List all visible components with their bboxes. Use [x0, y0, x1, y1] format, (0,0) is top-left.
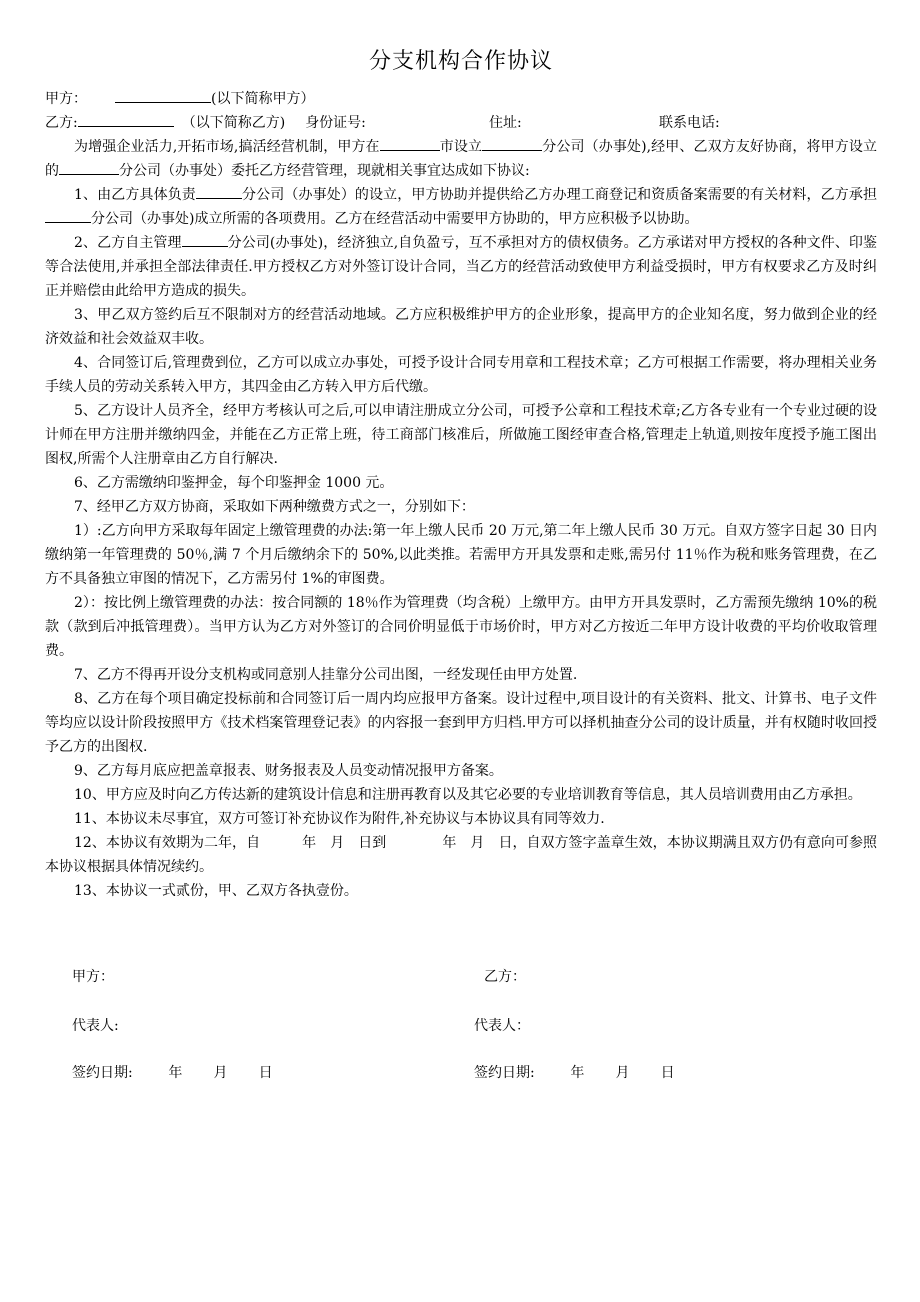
clause-8: 8、乙方在每个项目确定投标前和合同签订后一周内均应报甲方备案。设计过程中,项目设计的有关资料、批文、计算书、电子文件等均应以设计阶段按照甲方《技术档案管理登记表》的内容报一套到甲方归档.甲方可以择机抽查分公司的设计质量，并有权随时收回授予乙方的出图权. — [45, 691, 877, 755]
party-a-suffix: (以下简称甲方） — [211, 91, 315, 107]
clause-2-blank — [182, 231, 228, 247]
representative-a: 代表人: — [72, 1018, 119, 1034]
sign-date-a: 签约日期: 年 月 日 — [72, 1065, 273, 1081]
party-a-name-blank — [115, 87, 211, 103]
clause-2: 2、乙方自主管理 分公司(办事处)，经济独立,自负盈亏，互不承担对方的债权债务。乙方承诺对甲方授权的各种文件、印鉴等合法使用,并承担全部法律责任.甲方授权乙方对外签订设计合同，当乙方的经营活动致使甲方利益受损时，甲方有权要求乙方及时纠正并赔偿由此给甲方造成的损失。 — [45, 231, 877, 303]
clause-1-blank-1 — [196, 183, 242, 199]
party-b-label: 乙方: — [45, 115, 78, 131]
id-number-label: 身份证号: — [305, 115, 366, 131]
clause-12: 12、本协议有效期为二年，自 年 月 日到 年 月 日，自双方签字盖章生效，本协议期满且双方仍有意向可参照本协议根据具体情况续约。 — [45, 835, 877, 875]
party-b-name-blank — [78, 111, 174, 127]
clause-13: 13、本协议一式贰份，甲、乙双方各执壹份。 — [74, 883, 358, 899]
intro-paragraph: 为增强企业活力,开拓市场,搞活经营机制，甲方在 市设立 分公司（办事处),经甲、乙双方友好协商，将甲方设立的 分公司（办事处）委托乙方经营管理，现就相关事宜达成如下协议: — [45, 135, 877, 183]
clause-1-blank-2 — [45, 207, 91, 223]
clause-3: 3、甲乙双方签约后互不限制对方的经营活动地域。乙方应积极维护甲方的企业形象，提高甲方的企业知名度，努力做到企业的经济效益和社会效益双丰收。 — [45, 307, 877, 347]
clause-1: 1、由乙方具体负责 分公司（办事处）的设立，甲方协助并提供给乙方办理工商登记和资质备案需要的有关材料，乙方承担分公司（办事处)成立所需的各项费用。乙方在经营活动中需要甲方协助的，甲方应积极予以协助。 — [45, 183, 877, 231]
clause-9: 9、乙方每月底应把盖章报表、财务报表及人员变动情况报甲方备案。 — [74, 763, 503, 779]
clause-5: 5、乙方设计人员齐全，经甲方考核认可之后,可以申请注册成立分公司，可授予公章和工程技术章;乙方各专业有一个专业过硬的设计师在甲方注册并缴纳四金，并能在乙方正常上班，待工商部门核准后，所做施工图经审查合格,管理走上轨道,则按年度授予施工图出图权,所需个人注册章由乙方自行解决. — [45, 403, 877, 467]
branch-blank-2 — [59, 159, 119, 175]
clause-11: 11、本协议未尽事宜，双方可签订补充协议作为附件,补充协议与本协议具有同等效力. — [74, 811, 605, 827]
clause-10: 10、甲方应及时向乙方传达新的建筑设计信息和注册再教育以及其它必要的专业培训教育等信息，其人员培训费用由乙方承担。 — [74, 787, 862, 803]
party-b-suffix: （以下简称乙方) — [181, 115, 286, 131]
phone-label: 联系电话: — [659, 115, 720, 131]
clause-7-option-1: 1）:乙方向甲方采取每年固定上缴管理费的办法:第一年上缴人民币 20 万元,第二年上缴人民币 30 万元。自双方签字日起 30 日内缴纳第一年管理费的 50％,满 7 个月后缴纳余下的 50%,以此类推。若需甲方开具发票和走账,需另付 11％作为税和账务管理费，在乙方不具备独立审图的情况下，乙方需另付 1%的审图费。 — [45, 523, 877, 587]
clause-7-option-2: 2）：按比例上缴管理费的办法：按合同额的 18％作为管理费（均含税）上缴甲方。由甲方开具发票时，乙方需预先缴纳 10%的税款（款到后冲抵管理费）。当甲方认为乙方对外签订的合同价明显低于市场价时，甲方对乙方按近二年甲方设计收费的平均价收取管理费。 — [45, 595, 877, 659]
branch-blank — [482, 135, 542, 151]
party-a-line — [45, 87, 877, 111]
address-label: 住址: — [489, 115, 522, 131]
clause-7: 7、经甲乙方双方协商，采取如下两种缴费方式之一，分别如下： — [74, 499, 475, 515]
sign-date-b: 签约日期: 年 月 日 — [474, 1065, 675, 1081]
signature-party-b: 乙方： — [484, 969, 526, 985]
representative-b: 代表人： — [474, 1018, 530, 1034]
clause-6: 6、乙方需缴纳印鉴押金，每个印鉴押金 1000 元。 — [74, 475, 394, 491]
signature-party-a: 甲方： — [72, 969, 114, 985]
party-b-line — [45, 111, 877, 135]
clause-4: 4、合同签订后,管理费到位，乙方可以成立办事处，可授予设计合同专用章和工程技术章；乙方可根据工作需要，将办理相关业务手续人员的劳动关系转入甲方，其四金由乙方转入甲方后代缴。 — [45, 355, 877, 395]
clause-7b: 7、乙方不得再开设分支机构或同意别人挂靠分公司出图，一经发现任由甲方处置. — [74, 667, 578, 683]
document-title: 分支机构合作协议 — [368, 49, 553, 74]
party-a-label: 甲方： — [45, 91, 87, 107]
city-blank — [380, 135, 440, 151]
